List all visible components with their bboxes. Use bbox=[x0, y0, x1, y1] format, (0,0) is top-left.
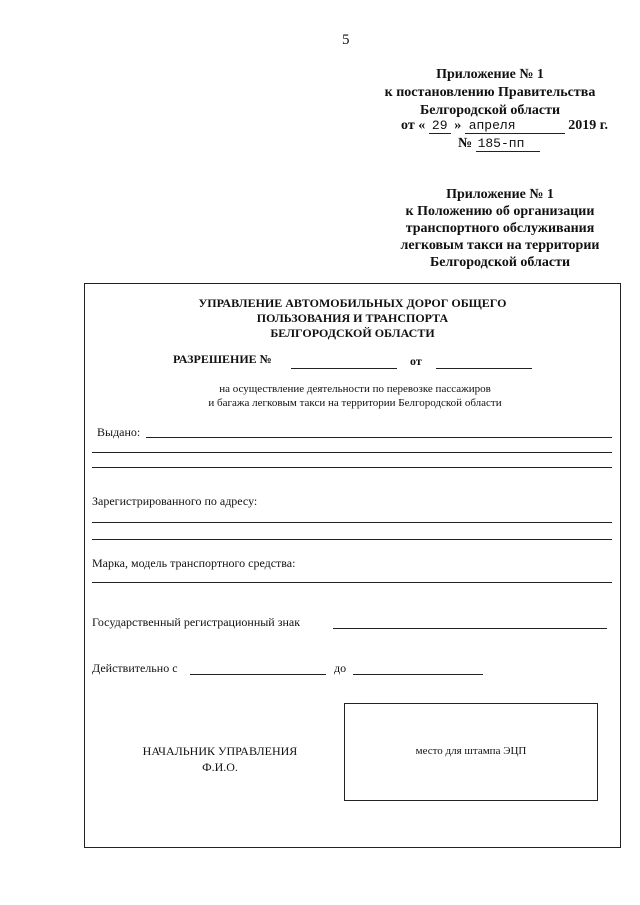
issued-label: Выдано: bbox=[97, 425, 141, 439]
header2-line3: транспортного обслуживания bbox=[405, 221, 595, 236]
header2-line4: легковым такси на территории bbox=[400, 238, 600, 253]
issued-line-3[interactable] bbox=[92, 467, 612, 468]
org-line3: БЕЛГОРОДСКОЙ ОБЛАСТИ bbox=[270, 326, 435, 340]
address-line-1[interactable] bbox=[92, 522, 612, 523]
chief-name: Ф.И.О. bbox=[202, 760, 238, 774]
header1-line1: Приложение № 1 bbox=[436, 67, 544, 82]
purpose-line1: на осуществление деятельности по перевозке пассажиров bbox=[219, 383, 491, 395]
org-name bbox=[84, 296, 621, 341]
header-appendix-2 bbox=[380, 186, 620, 271]
number-prefix: № bbox=[458, 136, 473, 151]
header1-number-row bbox=[458, 136, 540, 152]
chief-signature-block bbox=[120, 743, 320, 775]
valid-to-label: до bbox=[334, 661, 347, 675]
header1-date-row bbox=[401, 118, 608, 134]
header1-line3: Белгородской области bbox=[419, 103, 561, 118]
number-value: 185-пп bbox=[476, 136, 540, 152]
valid-to-field[interactable] bbox=[353, 674, 483, 675]
permit-date-field[interactable] bbox=[436, 368, 532, 369]
header1-line2: к постановлению Правительства bbox=[384, 85, 596, 100]
stamp-box bbox=[344, 703, 598, 801]
page-number: 5 bbox=[342, 32, 350, 48]
address-label: Зарегистрированного по адресу: bbox=[92, 494, 258, 508]
permit-label: РАЗРЕШЕНИЕ № bbox=[173, 352, 272, 366]
stamp-label: место для штампа ЭЦП bbox=[415, 745, 527, 757]
date-prefix: от « bbox=[401, 118, 426, 133]
header-appendix-1 bbox=[380, 66, 600, 120]
date-year: 2019 г. bbox=[568, 118, 608, 133]
header2-line1: Приложение № 1 bbox=[446, 187, 554, 202]
plate-field[interactable] bbox=[333, 628, 607, 629]
vehicle-label: Марка, модель транспортного средства: bbox=[92, 556, 296, 570]
org-line1: УПРАВЛЕНИЕ АВТОМОБИЛЬНЫХ ДОРОГ ОБЩЕГО bbox=[198, 296, 507, 310]
valid-from-field[interactable] bbox=[190, 674, 326, 675]
date-mid: » bbox=[454, 118, 462, 133]
permit-from-label: от bbox=[410, 354, 422, 368]
vehicle-field[interactable] bbox=[92, 582, 612, 583]
plate-label: Государственный регистрационный знак bbox=[92, 615, 301, 629]
issued-field[interactable] bbox=[146, 437, 612, 438]
header2-line2: к Положению об организации bbox=[405, 204, 595, 219]
address-line-2[interactable] bbox=[92, 539, 612, 540]
org-line2: ПОЛЬЗОВАНИЯ И ТРАНСПОРТА bbox=[256, 311, 449, 325]
purpose-text bbox=[150, 382, 560, 410]
header2-line5: Белгородской области bbox=[429, 255, 571, 270]
chief-title: НАЧАЛЬНИК УПРАВЛЕНИЯ bbox=[142, 744, 298, 758]
issued-line-2[interactable] bbox=[92, 452, 612, 453]
valid-from-label: Действительно с bbox=[92, 661, 178, 675]
purpose-line2: и багажа легковым такси на территории Белгородской области bbox=[208, 397, 502, 409]
date-day: 29 bbox=[429, 118, 451, 134]
permit-number-field[interactable] bbox=[291, 368, 397, 369]
date-month: апреля bbox=[465, 118, 565, 134]
